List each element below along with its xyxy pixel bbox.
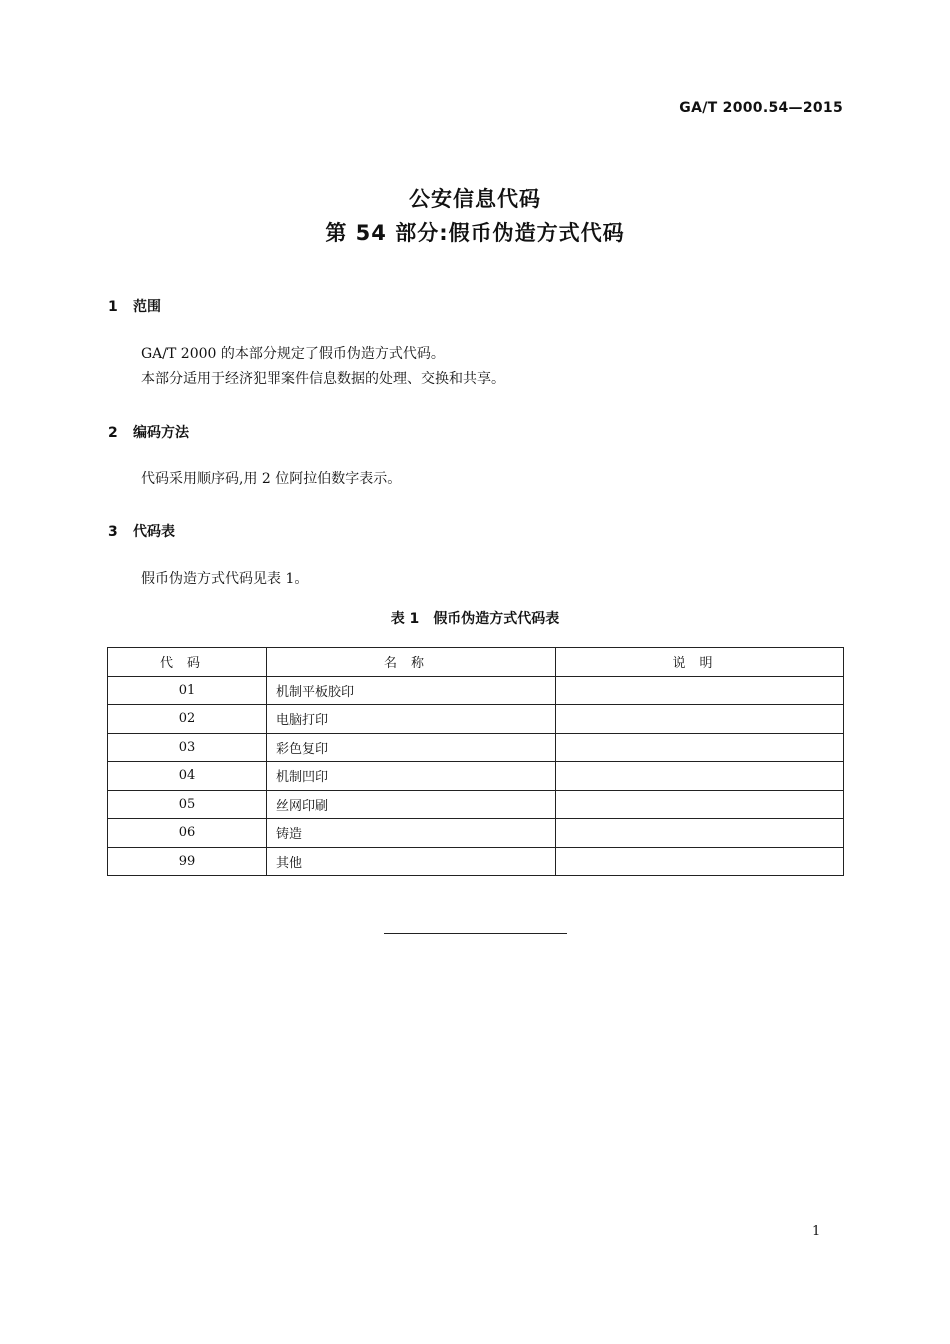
header-code: 代码 xyxy=(108,648,267,677)
paragraph: 代码采用顺序码,用 2 位阿拉伯数字表示。 xyxy=(141,471,402,487)
cell-name: 机制凹印 xyxy=(267,762,556,791)
section-heading-code-table xyxy=(108,521,175,541)
standard-number: GA/T 2000.54—2015 xyxy=(679,100,843,116)
section-title: 代码表 xyxy=(133,524,175,540)
code-table xyxy=(107,647,844,876)
paragraph: 假币伪造方式代码见表 1。 xyxy=(141,571,309,587)
section-number: 2 xyxy=(108,425,118,441)
cell-code: 04 xyxy=(108,762,267,791)
table-header-row xyxy=(108,648,844,677)
cell-name: 铸造 xyxy=(267,819,556,848)
cell-note xyxy=(556,847,844,876)
paragraph: GA/T 2000 的本部分规定了假币伪造方式代码。 xyxy=(141,346,445,362)
title-part: 第 54 部分:假币伪造方式代码 xyxy=(325,221,625,245)
cell-code: 99 xyxy=(108,847,267,876)
cell-code: 02 xyxy=(108,705,267,734)
section-table-body xyxy=(141,567,308,592)
table-caption-title: 假币伪造方式代码表 xyxy=(433,611,560,627)
section-heading-scope xyxy=(108,296,161,316)
paragraph: 本部分适用于经济犯罪案件信息数据的处理、交换和共享。 xyxy=(141,371,505,387)
title-main: 公安信息代码 xyxy=(409,187,541,211)
document-title xyxy=(0,182,950,250)
table-caption xyxy=(0,608,950,628)
table-row xyxy=(108,847,844,876)
section-title: 编码方法 xyxy=(133,425,189,441)
cell-code: 03 xyxy=(108,733,267,762)
table-row xyxy=(108,733,844,762)
table-row xyxy=(108,676,844,705)
cell-code: 06 xyxy=(108,819,267,848)
table-row xyxy=(108,819,844,848)
table-caption-label: 表 1 xyxy=(390,611,420,627)
table-row xyxy=(108,790,844,819)
section-coding-body xyxy=(141,467,401,492)
cell-code: 01 xyxy=(108,676,267,705)
cell-note xyxy=(556,705,844,734)
section-heading-coding-method xyxy=(108,422,189,442)
cell-name: 丝网印刷 xyxy=(267,790,556,819)
cell-name: 电脑打印 xyxy=(267,705,556,734)
cell-code: 05 xyxy=(108,790,267,819)
table-row xyxy=(108,705,844,734)
header-name: 名称 xyxy=(267,648,556,677)
cell-note xyxy=(556,790,844,819)
cell-name: 机制平板胶印 xyxy=(267,676,556,705)
section-number: 1 xyxy=(108,299,118,315)
section-number: 3 xyxy=(108,524,118,540)
cell-note xyxy=(556,733,844,762)
cell-note xyxy=(556,676,844,705)
cell-note xyxy=(556,819,844,848)
section-scope-body xyxy=(141,342,505,392)
cell-name: 其他 xyxy=(267,847,556,876)
header-note: 说明 xyxy=(556,648,844,677)
cell-note xyxy=(556,762,844,791)
page-number: 1 xyxy=(812,1224,821,1239)
section-title: 范围 xyxy=(133,299,161,315)
cell-name: 彩色复印 xyxy=(267,733,556,762)
table-row xyxy=(108,762,844,791)
end-of-document-rule xyxy=(384,933,567,934)
